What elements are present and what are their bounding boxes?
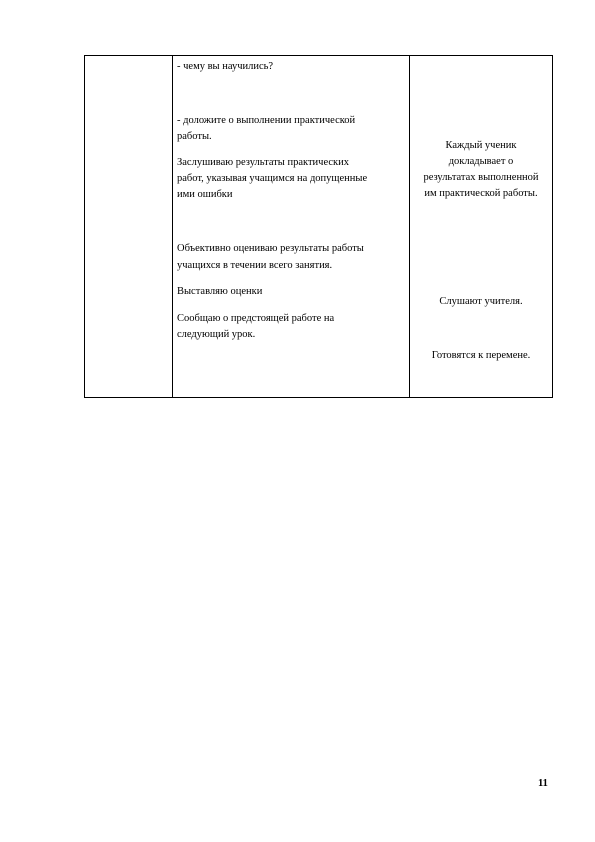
grades-text: Выставляю оценки <box>177 286 263 297</box>
evaluate-line1: Объективно оцениваю результаты работы <box>177 243 364 254</box>
column-divider-2 <box>409 56 410 397</box>
column-divider-1 <box>172 56 173 397</box>
student-report-line3: результатах выполненной <box>423 172 539 183</box>
next-lesson-line2: следующий урок. <box>177 329 256 340</box>
lesson-table <box>84 55 553 398</box>
student-report-line2: докладывает о <box>448 156 514 167</box>
student-report-line4: им практической работы. <box>424 188 538 199</box>
next-lesson-line1: Сообщаю о предстоящей работе на <box>177 313 335 324</box>
student-listen: Слушают учителя. <box>439 296 523 307</box>
report-instruction-line1: - доложите о выполнении практической <box>177 115 356 126</box>
listen-results-line3: ими ошибки <box>177 189 233 200</box>
question-learned: - чему вы научились? <box>177 61 274 72</box>
student-report-line1: Каждый ученик <box>445 140 517 151</box>
report-instruction-line2: работы. <box>177 131 212 142</box>
page-number: 11 <box>538 778 548 789</box>
listen-results-line1: Заслушиваю результаты практических <box>177 157 350 168</box>
student-prepare: Готовятся к перемене. <box>431 350 531 361</box>
evaluate-line2: учащихся в течении всего занятия. <box>177 260 333 271</box>
listen-results-line2: работ, указывая учащимся на допущенные <box>177 173 368 184</box>
